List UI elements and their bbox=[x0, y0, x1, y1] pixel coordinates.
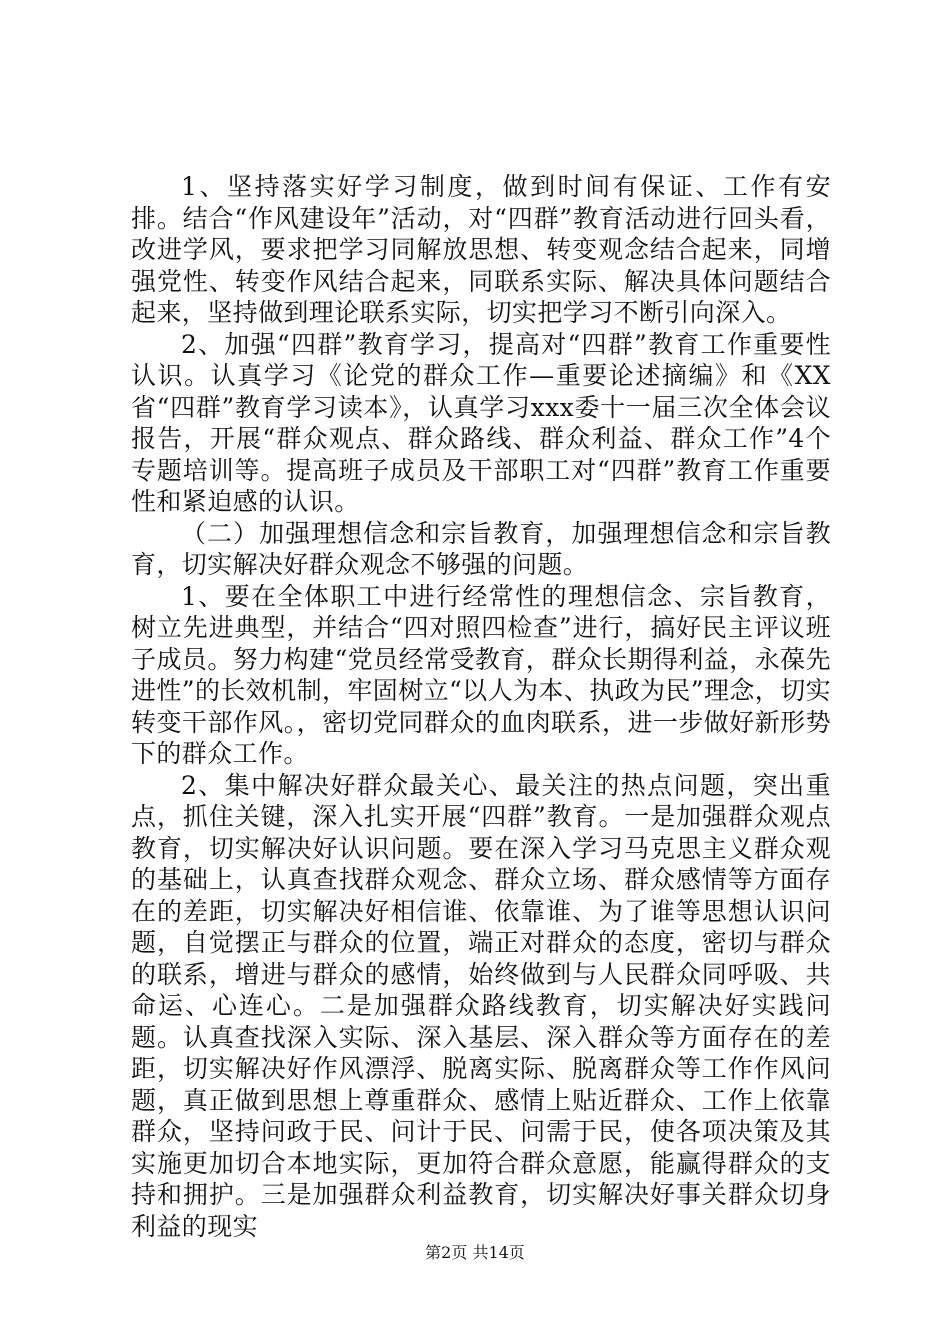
document-body bbox=[131, 171, 831, 1242]
paragraph-hot-issues: 2、集中解决好群众最关心、最关注的热点问题，突出重点，抓住关键，深入扎实开展“四群”教育。一是加强群众观点教育，切实解决好认识问题。要在深入学习马克思主义群众观的基础上，认真查找群众观念、群众立场、群众感情等方面存在的差距，切实解决好相信谁、依靠谁、为了谁等思想认识问题，自觉摆正与群众的位置，端正对群众的态度，密切与群众的联系，增进与群众的感情，始终做到与人民群众同呼吸、共命运、心连心。二是加强群众路线教育，切实解决好实践问题。认真查找深入实际、深入基层、深入群众等方面存在的差距，切实解决好作风漂浮、脱离实际、脱离群众等工作作风问题，真正做到思想上尊重群众、感情上贴近群众、工作上依靠群众，坚持问政于民、问计于民、问需于民，使各项决策及其实施更加切合本地实际，更加符合群众意愿，能赢得群众的支持和拥护。三是加强群众利益教育，切实解决好事关群众切身利益的现实 bbox=[131, 770, 831, 1241]
paragraph-ideals-education: 1、要在全体职工中进行经常性的理想信念、宗旨教育，树立先进典型，并结合“四对照四检查”进行，搞好民主评议班子成员。努力构建“党员经常受教育，群众长期得利益，永葆先进性”的长效机制，牢固树立“以人为本、执政为民”理念，切实转变干部作风。，密切党同群众的血肉联系，进一步做好新形势下的群众工作。 bbox=[131, 581, 831, 768]
page-footer bbox=[0, 1240, 950, 1263]
page-number-label: 第2页 共14页 bbox=[425, 1243, 525, 1262]
paragraph-four-groups-study: 2、加强“四群”教育学习，提高对“四群”教育工作重要性认识。认真学习《论党的群众工作—重要论述摘编》和《XX省“四群”教育学习读本》，认真学习xxx委十一届三次全体会议报告，开展“群众观点、群众路线、群众利益、群众工作”4个专题培训等。提高班子成员及干部职工对“四群”教育工作重要性和紧迫感的认识。 bbox=[131, 329, 831, 516]
paragraph-section-heading-two: （二）加强理想信念和宗旨教育，加强理想信念和宗旨教育，切实解决好群众观念不够强的问题。 bbox=[131, 518, 831, 579]
paragraph-study-system: 1、坚持落实好学习制度，做到时间有保证、工作有安排。结合“作风建设年”活动，对“四群”教育活动进行回头看，改进学风，要求把学习同解放思想、转变观念结合起来，同增强党性、转变作风结合起来，同联系实际、解决具体问题结合起来，坚持做到理论联系实际，切实把学习不断引向深入。 bbox=[131, 172, 831, 327]
